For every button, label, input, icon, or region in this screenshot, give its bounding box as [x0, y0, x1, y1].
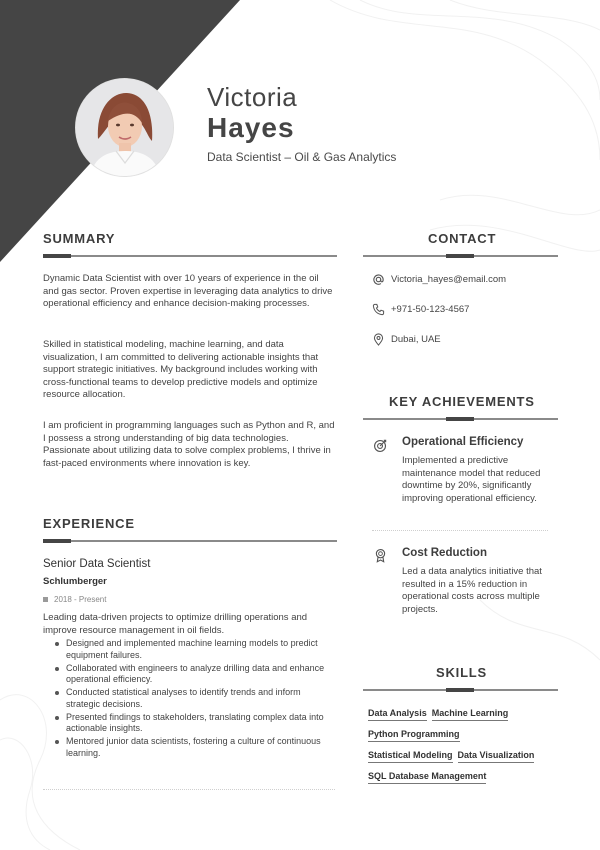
summary-paragraph-2: Skilled in statistical modeling, machine learning, and data visualization, I am committed to delivering actionable insights that support strategic initiatives. My background includes working with cross-functional teams to develop predictive models and optimize resource allocation. — [43, 339, 319, 400]
phone-icon — [372, 303, 385, 316]
achievement-title-2: Cost Reduction — [402, 547, 487, 559]
experience-rule-mark — [43, 539, 71, 543]
skill-tag: SQL Database Management — [368, 771, 486, 784]
summary-rule-mark — [43, 254, 71, 258]
list-item: Mentored junior data scientists, fostering a culture of continuous learning. — [53, 736, 333, 759]
skill-tag: Machine Learning — [432, 708, 509, 721]
location-text: Dubai, UAE — [391, 334, 441, 345]
job-description: Leading data-driven projects to optimize drilling operations and improve resource management in oil fields. — [43, 612, 308, 636]
achievement-divider — [372, 530, 548, 531]
job-bullet-list — [53, 638, 333, 761]
achievement-description-2: Led a data analytics initiative that resulted in a 15% reduction in operational costs across multiple projects. — [402, 566, 542, 615]
calendar-square-icon — [43, 597, 48, 602]
job-company: Schlumberger — [43, 576, 107, 587]
experience-heading: EXPERIENCE — [43, 516, 135, 531]
contact-location — [372, 333, 441, 346]
list-item: Collaborated with engineers to analyze drilling data and enhance operational efficiency. — [53, 663, 333, 686]
job-dates — [43, 595, 106, 604]
skill-tag: Statistical Modeling — [368, 750, 453, 763]
summary-heading: SUMMARY — [43, 231, 116, 246]
skills-rule-mark — [446, 688, 474, 692]
achievement-title-1: Operational Efficiency — [402, 436, 524, 448]
contact-email[interactable] — [372, 273, 506, 286]
achievements-heading: KEY ACHIEVEMENTS — [389, 394, 535, 409]
email-text: Victoria_hayes@email.com — [391, 274, 507, 285]
experience-rule — [43, 540, 337, 542]
headline: Data Scientist – Oil & Gas Analytics — [207, 150, 397, 164]
summary-paragraph-1: Dynamic Data Scientist with over 10 years of experience in the oil and gas sector. Proven expertise in leveraging data analytics to drive operational efficiency and enhance decision-making processes. — [43, 273, 333, 309]
achievement-description-1: Implemented a predictive maintenance model that reduced downtime by 20%, significantly improving operational efficiency. — [402, 455, 541, 504]
list-item: Presented findings to stakeholders, translating complex data into actionable insights. — [53, 712, 333, 735]
list-item: Conducted statistical analyses to identify trends and inform strategic decisions. — [53, 687, 333, 710]
target-icon — [373, 438, 388, 453]
experience-divider — [43, 789, 335, 790]
skill-tag: Python Programming — [368, 729, 460, 742]
contact-rule-mark — [446, 254, 474, 258]
contact-heading: CONTACT — [428, 231, 497, 246]
job-position: Senior Data Scientist — [43, 558, 151, 570]
skills-heading: SKILLS — [436, 665, 488, 680]
first-name: Victoria — [207, 82, 298, 112]
achievements-rule-mark — [446, 417, 474, 421]
job-dates-text: 2018 - Present — [54, 595, 107, 604]
last-name: Hayes — [207, 112, 295, 143]
award-icon — [373, 548, 388, 563]
location-pin-icon — [372, 333, 385, 346]
skill-tag: Data Analysis — [368, 708, 427, 721]
skills-list — [368, 708, 558, 792]
phone-text: +971-50-123-4567 — [391, 304, 470, 315]
at-icon — [372, 273, 385, 286]
list-item: Designed and implemented machine learning models to predict equipment failures. — [53, 638, 333, 661]
skill-tag: Data Visualization — [458, 750, 535, 763]
summary-rule — [43, 255, 337, 257]
contact-phone[interactable] — [372, 303, 469, 316]
profile-photo — [76, 79, 173, 176]
summary-paragraph-3: I am proficient in programming languages such as Python and R, and I possess a strong understanding of big data technologies. Passionate about utilizing data to solve complex problems, I thrive in fast-paced environments where innovation is key. — [43, 420, 335, 469]
